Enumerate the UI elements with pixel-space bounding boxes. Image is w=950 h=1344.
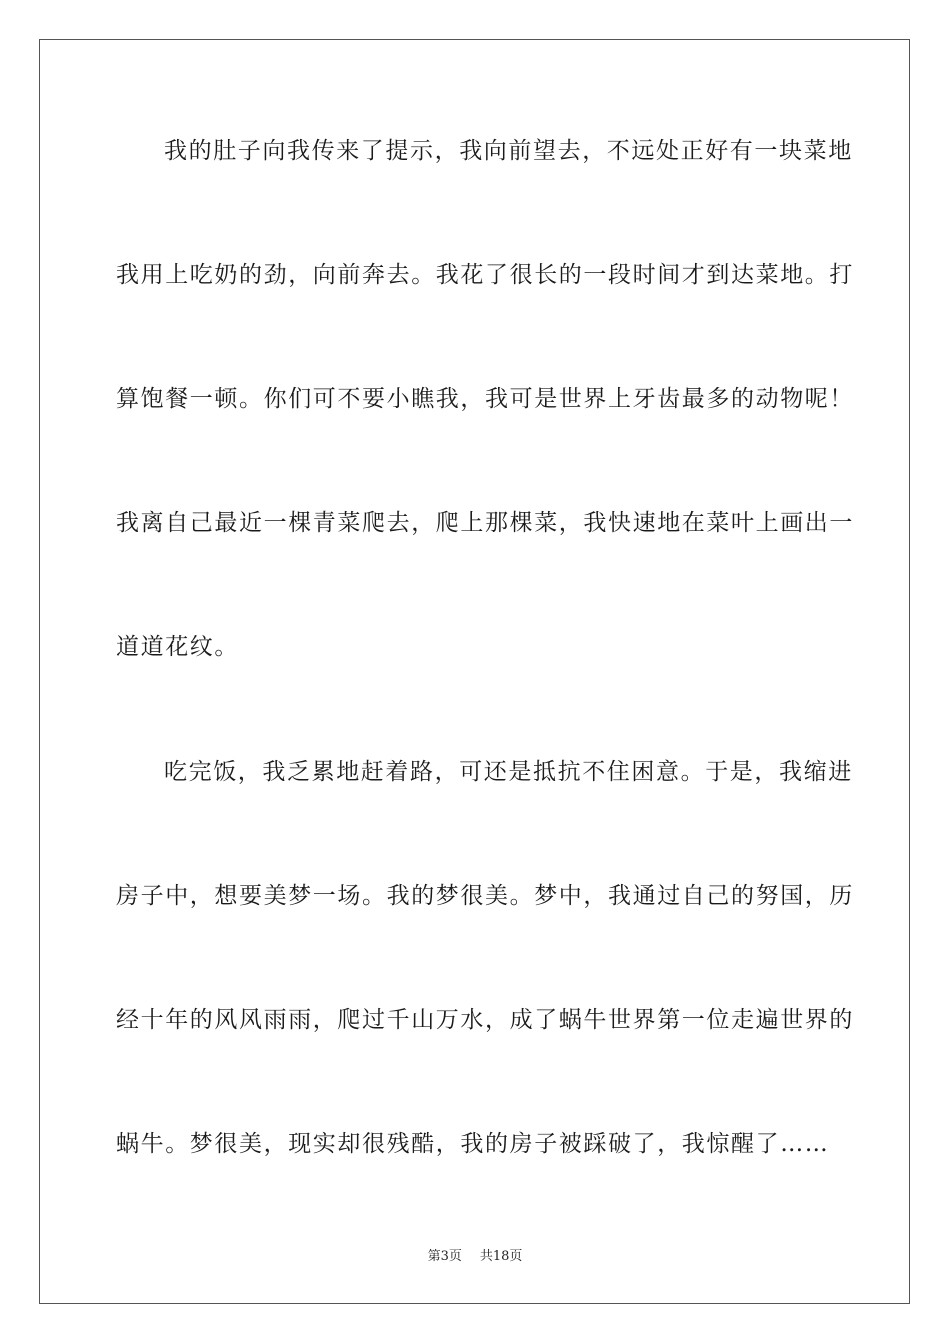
page-border — [39, 39, 910, 1304]
paragraph-2-line-4: 蜗牛。梦很美，现实却很残酷，我的房子被踩破了，我惊醒了…… — [116, 1131, 830, 1157]
paragraph-1-line-3: 算饱餐一顿。你们可不要小瞧我，我可是世界上牙齿最多的动物呢！ — [116, 386, 854, 412]
paragraph-1-line-4: 我离自己最近一棵青菜爬去，爬上那棵菜，我快速地在菜叶上画出一 — [116, 510, 854, 536]
paragraph-1-line-5: 道道花纹。 — [116, 634, 239, 660]
paragraph-1-line-1: 我的肚子向我传来了提示，我向前望去，不远处正好有一块菜地 — [164, 138, 853, 164]
page-number: 第3页 — [427, 1249, 462, 1264]
paragraph-2-line-2: 房子中，想要美梦一场。我的梦很美。梦中，我通过自己的努国，历 — [116, 883, 854, 909]
page-total: 共18页 — [479, 1249, 523, 1264]
page-footer — [0, 1248, 950, 1266]
paragraph-2-line-3: 经十年的风风雨雨，爬过千山万水，成了蜗牛世界第一位走遍世界的 — [116, 1007, 854, 1033]
paragraph-1-line-2: 我用上吃奶的劲，向前奔去。我花了很长的一段时间才到达菜地。打 — [116, 262, 854, 288]
paragraph-2-line-1: 吃完饭，我乏累地赶着路，可还是抵抗不住困意。于是，我缩进 — [164, 759, 853, 785]
